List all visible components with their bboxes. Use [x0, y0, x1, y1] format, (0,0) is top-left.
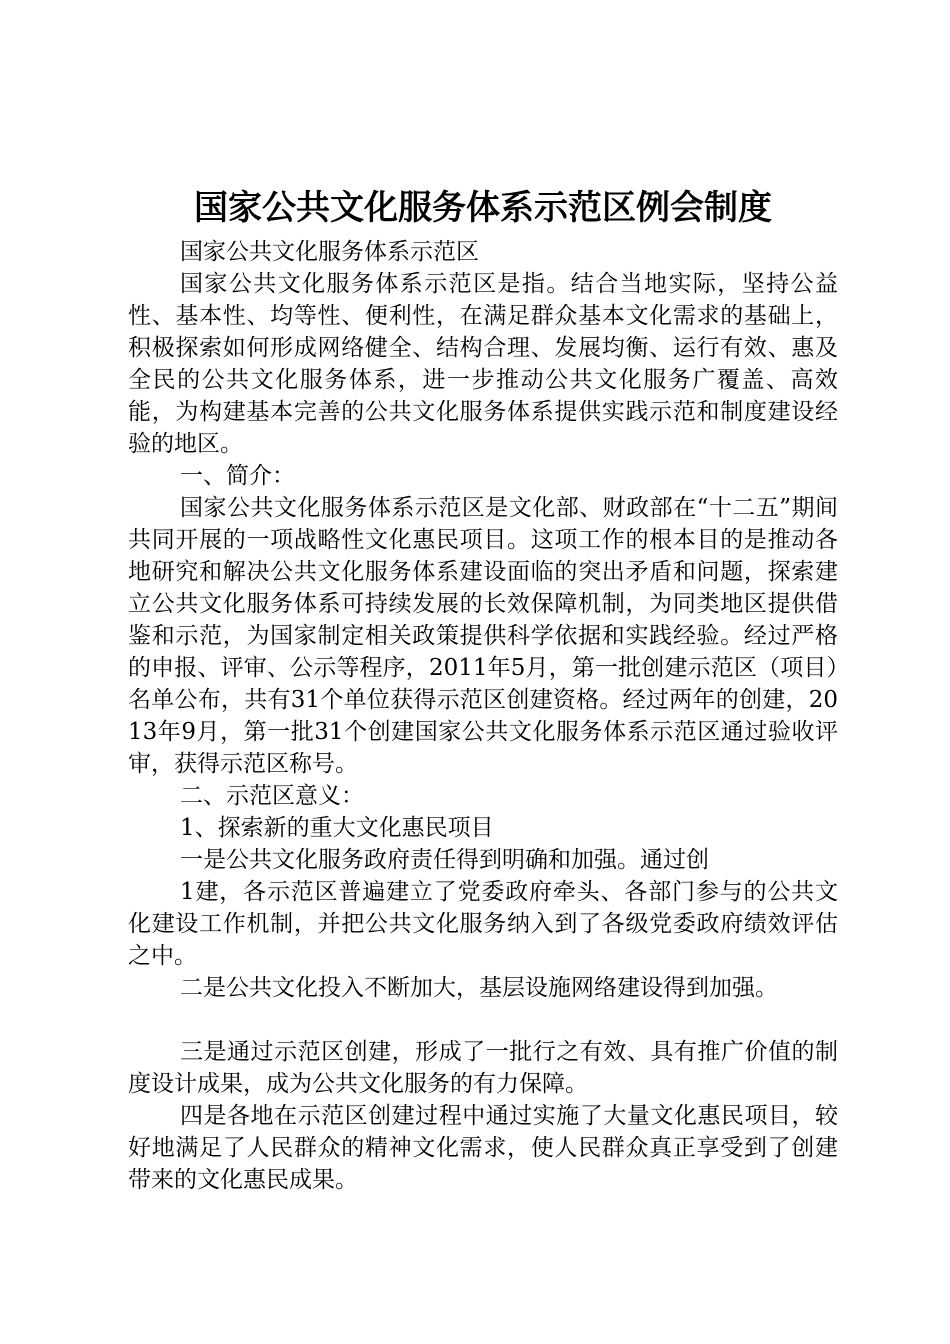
paragraph-point-1-continued: 1建，各示范区普遍建立了党委政府牵头、各部门参与的公共文化建设工作机制，并把公共文化服务纳入到了各级党委政府绩效评估之中。: [128, 879, 838, 969]
section-heading-significance: 二、示范区意义：: [180, 783, 364, 809]
paragraph-intro: 国家公共文化服务体系示范区是文化部、财政部在“十二五”期间共同开展的一项战略性文化惠民项目。这项工作的根本目的是推动各地研究和解决公共文化服务体系建设面临的突出矛盾和问题，探索建立公共文化服务体系可持续发展的长效保障机制，为同类地区提供借鉴和示范，为国家制定相关政策提供科学依据和实践经验。经过严格的申报、评审、公示等程序，2011年5月，第一批创建示范区（项目）名单公布，共有31个单位获得示范区创建资格。经过两年的创建，2013年9月，第一批31个创建国家公共文化服务体系示范区通过验收评审，获得示范区称号。: [128, 495, 838, 777]
paragraph-subtitle: 国家公共文化服务体系示范区: [180, 239, 479, 265]
document-title: 国家公共文化服务体系示范区例会制度: [194, 188, 772, 228]
subheading-item-1: 1、探索新的重大文化惠民项目: [180, 815, 494, 841]
paragraph-point-2: 二是公共文化投入不断加大，基层设施网络建设得到加强。: [180, 975, 778, 1001]
section-heading-intro: 一、简介：: [180, 463, 295, 489]
document-body: [128, 236, 838, 1196]
paragraph-point-1: 一是公共文化服务政府责任得到明确和加强。通过创: [180, 847, 709, 873]
paragraph-point-3: 三是通过示范区创建，形成了一批行之有效、具有推广价值的制度设计成果，成为公共文化服务的有力保障。: [128, 1039, 838, 1097]
paragraph-definition: 国家公共文化服务体系示范区是指。结合当地实际，坚持公益性、基本性、均等性、便利性，在满足群众基本文化需求的基础上，积极探索如何形成网络健全、结构合理、发展均衡、运行有效、惠及全民的公共文化服务体系，进一步推动公共文化服务广覆盖、高效能，为构建基本完善的公共文化服务体系提供实践示范和制度建设经验的地区。: [128, 271, 838, 457]
paragraph-point-4: 四是各地在示范区创建过程中通过实施了大量文化惠民项目，较好地满足了人民群众的精神文化需求，使人民群众真正享受到了创建带来的文化惠民成果。: [128, 1103, 838, 1193]
